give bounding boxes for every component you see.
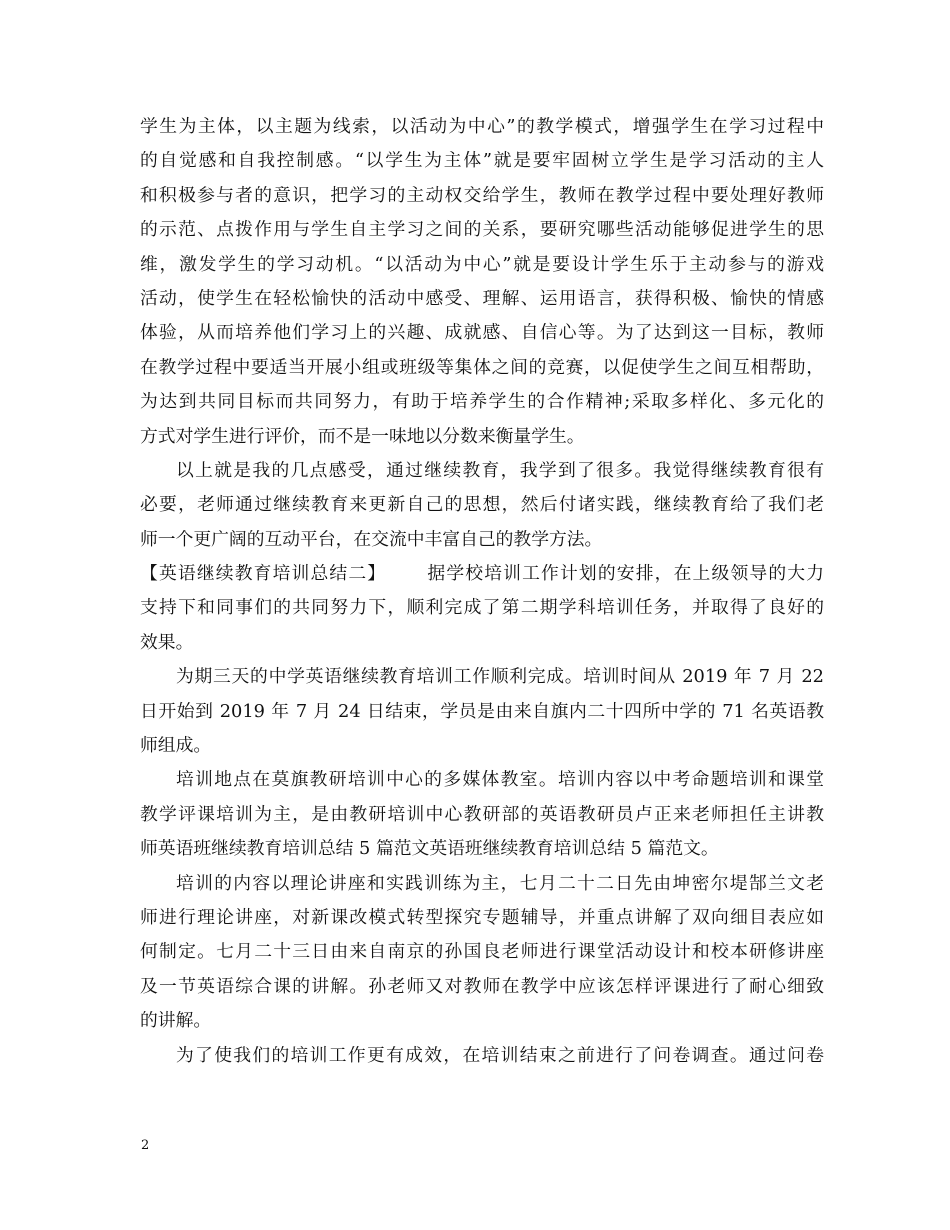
text-line: 在教学过程中要适当开展小组或班级等集体之间的竞赛，以促使学生之间互相帮助，: [140, 356, 824, 378]
text-line: 体验，从而培养他们学习上的兴趣、成就感、自信心等。为了达到这一目标，教师: [140, 322, 824, 344]
text-line: 支持下和同事们的共同努力下，顺利完成了第二期学科培训任务，并取得了良好的: [140, 597, 824, 619]
text-line: 和积极参与者的意识，把学习的主动权交给学生，教师在教学过程中要处理好教师: [140, 184, 824, 206]
paragraph-training-time: [140, 660, 824, 763]
section-heading: 【英语继续教育培训总结二】: [140, 563, 387, 585]
text-line: 师英语班继续教育培训总结 5 篇范文英语班继续教育培训总结 5 篇范文。: [140, 838, 719, 860]
text-line: 培训的内容以理论讲座和实践训练为主，七月二十二日先由坤密尔堤郜兰文老: [176, 872, 824, 894]
paragraph-training-location: [140, 763, 824, 866]
paragraph-conclusion: [140, 454, 824, 557]
text-line: 何制定。七月二十三日由来自南京的孙国良老师进行课堂活动设计和校本研修讲座: [140, 941, 824, 963]
paragraph-teaching-mode: [140, 110, 824, 454]
text-line: 效果。: [140, 631, 194, 653]
text-line: 必要，老师通过继续教育来更新自己的思想，然后付诸实践，继续教育给了我们老: [140, 494, 824, 516]
text-line: 为期三天的中学英语继续教育培训工作顺利完成。培训时间从 2019 年 7 月 22: [176, 666, 824, 688]
text-line: 的示范、点拨作用与学生自主学习之间的关系，要研究哪些活动能够促进学生的思: [140, 219, 824, 241]
text-line: 日开始到 2019 年 7 月 24 日结束，学员是由来自旗内二十四所中学的 71 名英语教: [140, 700, 824, 722]
text-line: 师一个更广阔的互动平台，在交流中丰富自己的教学方法。: [140, 528, 603, 550]
section-summary-two: [140, 557, 824, 660]
text-line: 师进行理论讲座，对新课改模式转型探究专题辅导，并重点讲解了双向细目表应如: [140, 906, 824, 928]
page-number: 2: [141, 1138, 150, 1153]
section-heading-line: [140, 557, 824, 591]
text-line: 方式对学生进行评价，而不是一味地以分数来衡量学生。: [140, 425, 585, 447]
text-line: 教学评课培训为主，是由教研培训中心教研部的英语教研员卢正来老师担任主讲教: [140, 803, 824, 825]
text-line: 的自觉感和自我控制感。“以学生为主体”就是要牢固树立学生是学习活动的主人: [140, 150, 824, 172]
text-line: 为了使我们的培训工作更有成效，在培训结束之前进行了问卷调查。通过问卷: [176, 1044, 824, 1066]
text-line: 为达到共同目标而共同努力，有助于培养学生的合作精神;采取多样化、多元化的: [140, 391, 824, 413]
text-line: 培训地点在莫旗教研培训中心的多媒体教室。培训内容以中考命题培训和课堂: [176, 769, 824, 791]
paragraph-training-content: [140, 867, 824, 1039]
text-fragment: 据学校培训工作计划的安排，在上级领导的大力: [426, 563, 824, 585]
text-line: 的讲解。: [140, 1010, 212, 1032]
text-line: 学生为主体，以主题为线索，以活动为中心”的教学模式，增强学生在学习过程中: [140, 116, 824, 137]
text-line: 维，激发学生的学习动机。“以活动为中心”就是要设计学生乐于主动参与的游戏: [140, 253, 824, 275]
paragraph-survey: [140, 1039, 824, 1073]
text-line: 师组成。: [140, 735, 212, 757]
text-line: 及一节英语综合课的讲解。孙老师又对教师在教学中应该怎样评课进行了耐心细致: [140, 975, 824, 997]
text-line: 活动，使学生在轻松愉快的活动中感受、理解、运用语言，获得积极、愉快的情感: [140, 287, 824, 309]
text-line: 以上就是我的几点感受，通过继续教育，我学到了很多。我觉得继续教育很有: [176, 459, 824, 481]
document-body: [140, 110, 824, 1073]
